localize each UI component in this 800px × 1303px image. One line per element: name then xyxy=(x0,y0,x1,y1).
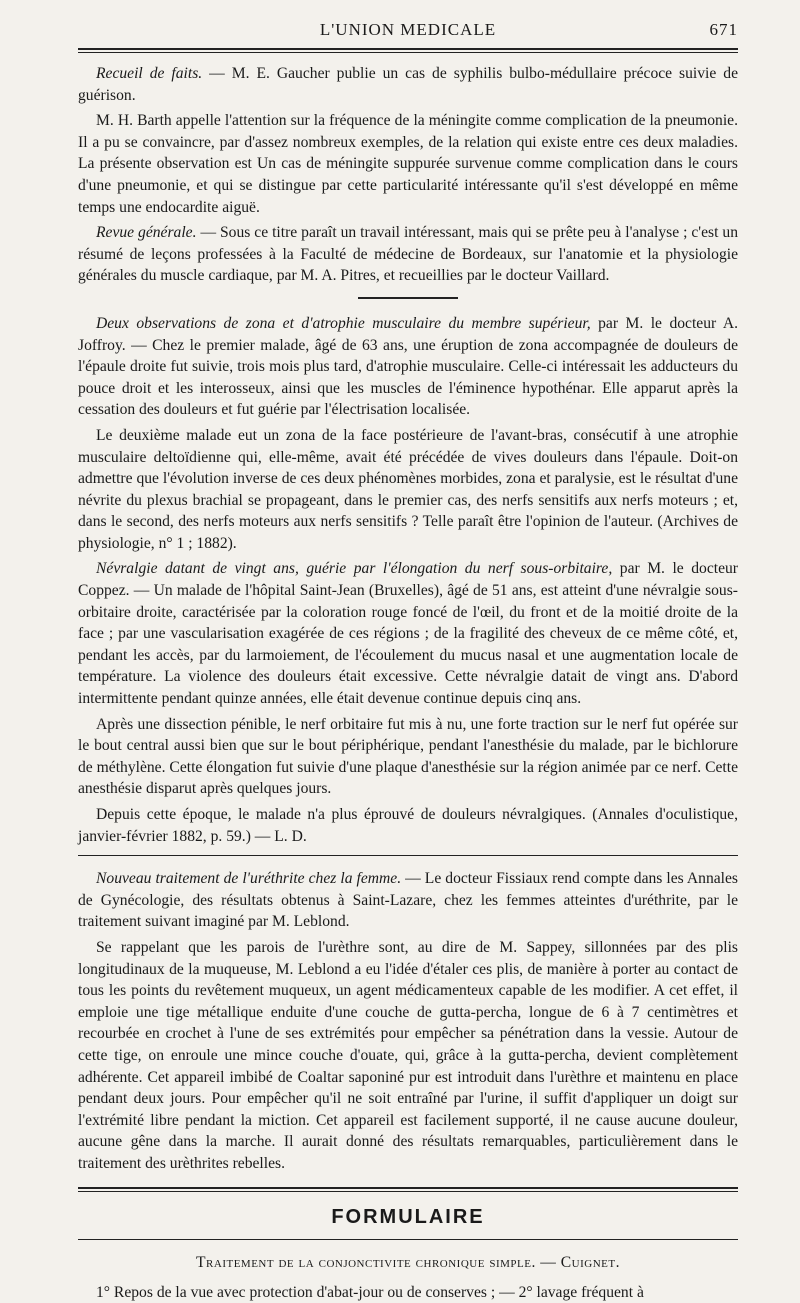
section-separator xyxy=(78,855,738,856)
paragraph-text: Depuis cette époque, le malade n'a plus éprouvé de douleurs névralgiques. (Annales d'oculistique, janvier-février 1882, p. 59.) — L. D. xyxy=(78,806,738,845)
formula-heading: Traitement de la conjonctivite chronique simple. — Cuignet. xyxy=(78,1254,738,1272)
paragraph xyxy=(78,425,738,555)
paragraph xyxy=(78,63,738,106)
paragraph xyxy=(78,110,738,218)
paragraph-lead: Deux observations de zona et d'atrophie musculaire du membre supérieur, xyxy=(96,315,591,332)
paragraph-text: M. H. Barth appelle l'attention sur la fréquence de la méningite comme complication de la pneumonie. Il a pu se convaincre, par d'assez nombreux exemples, de la relation qui existe entre ces deux maladies. La présente observation est Un cas de méningite suppurée survenue comme complication dans le cours d'une pneumonie, et qui se distingue par cette particularité intéressante qu'il s'est développé en même temps une endocardite aiguë. xyxy=(78,112,738,215)
paragraph-lead: Névralgie datant de vingt ans, guérie par l'élongation du nerf sous-orbitaire, xyxy=(96,560,612,577)
paragraph-text: — M. E. Gaucher publie un cas de syphilis bulbo-médullaire précoce suivie de guérison. xyxy=(78,65,738,104)
formula-first-line: 1° Repos de la vue avec protection d'abat-jour ou de conserves ; — 2° lavage fréquent à xyxy=(78,1282,738,1303)
paragraph xyxy=(78,222,738,287)
paragraph-lead: Revue générale. xyxy=(96,224,197,241)
formulaire-thin-rule xyxy=(78,1239,738,1240)
paragraph xyxy=(78,313,738,421)
section-reviews xyxy=(78,63,738,287)
paragraph-lead: Nouveau traitement de l'uréthrite chez la femme. xyxy=(96,870,401,887)
paragraph-text: Après une dissection pénible, le nerf orbitaire fut mis à nu, une forte traction sur le nerf fut opérée sur le bout central aussi bien que sur le bout périphérique, pendant l'anesthésie du malade, par le bichlorure de méthylène. Cette élongation fut suivie d'une plaque d'anesthésie sur la région animée par ce nerf. Cette anesthésie disparut après quelques jours. xyxy=(78,716,738,798)
formulaire-rule xyxy=(78,1187,738,1192)
paragraph xyxy=(78,804,738,847)
paragraph xyxy=(78,714,738,800)
paragraph xyxy=(78,937,738,1175)
paragraph xyxy=(78,868,738,933)
journal-title: L'UNION MEDICALE xyxy=(78,20,738,40)
section-observations xyxy=(78,313,738,847)
page-number: 671 xyxy=(710,20,739,40)
paragraph-text: par M. le docteur A. Joffroy. — Chez le premier malade, âgé de 63 ans, une éruption de zona accompagnée de douleurs de l'épaule droite fut suivie, trois mois plus tard, d'atrophie musculaire. Celle-ci intéressait les adducteurs du pouce droit et les interosseux, ainsi que les muscles de l'éminence hypothénar. Elle apparut après la cessation des douleurs et fut guérie par l'électrisation localisée. xyxy=(78,315,738,418)
page xyxy=(78,14,738,1303)
paragraph-text: — Sous ce titre paraît un travail intéressant, mais qui se prête peu à l'analyse ; c'est un résumé de leçons professées à la Faculté de médecine de Bordeaux, sur l'anatomie et la physiologie générales du muscle cardiaque, par M. A. Pitres, et recueillies par le docteur Vaillard. xyxy=(78,224,738,284)
paragraph-text: par M. le docteur Coppez. — Un malade de l'hôpital Saint-Jean (Bruxelles), âgé de 51 ans, est atteint d'une névralgie sous-orbitaire droite, caractérisée par la coloration rouge foncé de l'œil, du front et de la moitié droite de la face ; par une vascularisation exagérée de ces régions ; de la fragilité des cheveux de ce même côté, et, pendant les accès, par du larmoiement, de l'écoulement du mucus nasal et une augmentation locale de température. La violence des douleurs était excessive. Cette névralgie datait de vingt ans. D'abord intermittente pendant quinze années, elle était devenue continue depuis cinq ans. xyxy=(78,560,738,707)
paragraph xyxy=(78,558,738,709)
section-urethritis xyxy=(78,868,738,1174)
paragraph-text: Se rappelant que les parois de l'urèthre sont, au dire de M. Sappey, sillonnées par des plis longitudinaux de la muqueuse, M. Leblond a eu l'idée d'étaler ces plis, de manière à porter au contact de tous les points du revêtement muqueux, un agent médicamenteux capable de les modifier. A cet effet, il emploie une tige métallique enduite d'une couche de gutta-percha, longue de 6 à 7 centimètres et recourbée en crochet à l'une de ses extrémités pour empêcher sa pénétration dans la vessie. Autour de cette tige, on enroule une mince couche d'ouate, qui, grâce à la gutta-percha, devient complètement adhérente. Cet appareil imbibé de Coaltar saponiné pur est introduit dans l'urèthre et maintenu en place pendant deux jours. Pour empêcher qu'il ne soit entraîné par l'urine, il suffit d'appliquer un doigt sur l'extrémité libre pendant la miction. Cet appareil est facilement supporté, il ne cause aucune douleur, aucune gêne dans la marche. Il aurait donné des résultats remarquables, particulièrement dans le traitement des urèthrites rebelles. xyxy=(78,939,738,1172)
header-rule xyxy=(78,48,738,53)
formulaire-title: FORMULAIRE xyxy=(78,1206,738,1229)
paragraph-text: Le deuxième malade eut un zona de la face postérieure de l'avant-bras, consécutif à une atrophie musculaire deltoïdienne qui, elle-même, avait été précédée de vives douleurs dans l'épaule. Doit-on admettre que l'évolution inverse de ces deux phénomènes morbides, zona et paralysie, est le résultat d'une névrite du plexus brachial se propageant, dans le premier cas, des nerfs sensitifs aux nerfs moteurs ; et, dans le second, des nerfs moteurs aux nerfs sensitifs ? Telle paraît être l'opinion de l'auteur. (Archives de physiologie, n° 1 ; 1882). xyxy=(78,427,738,552)
page-header xyxy=(78,14,738,44)
section-separator xyxy=(358,297,458,299)
paragraph-lead: Recueil de faits. xyxy=(96,65,202,82)
paragraph-text: — Le docteur Fissiaux rend compte dans les Annales de Gynécologie, des résultats obtenus à Saint-Lazare, chez les femmes atteintes d'uréthrite, par le traitement suivant imaginé par M. Leblond. xyxy=(78,870,738,930)
